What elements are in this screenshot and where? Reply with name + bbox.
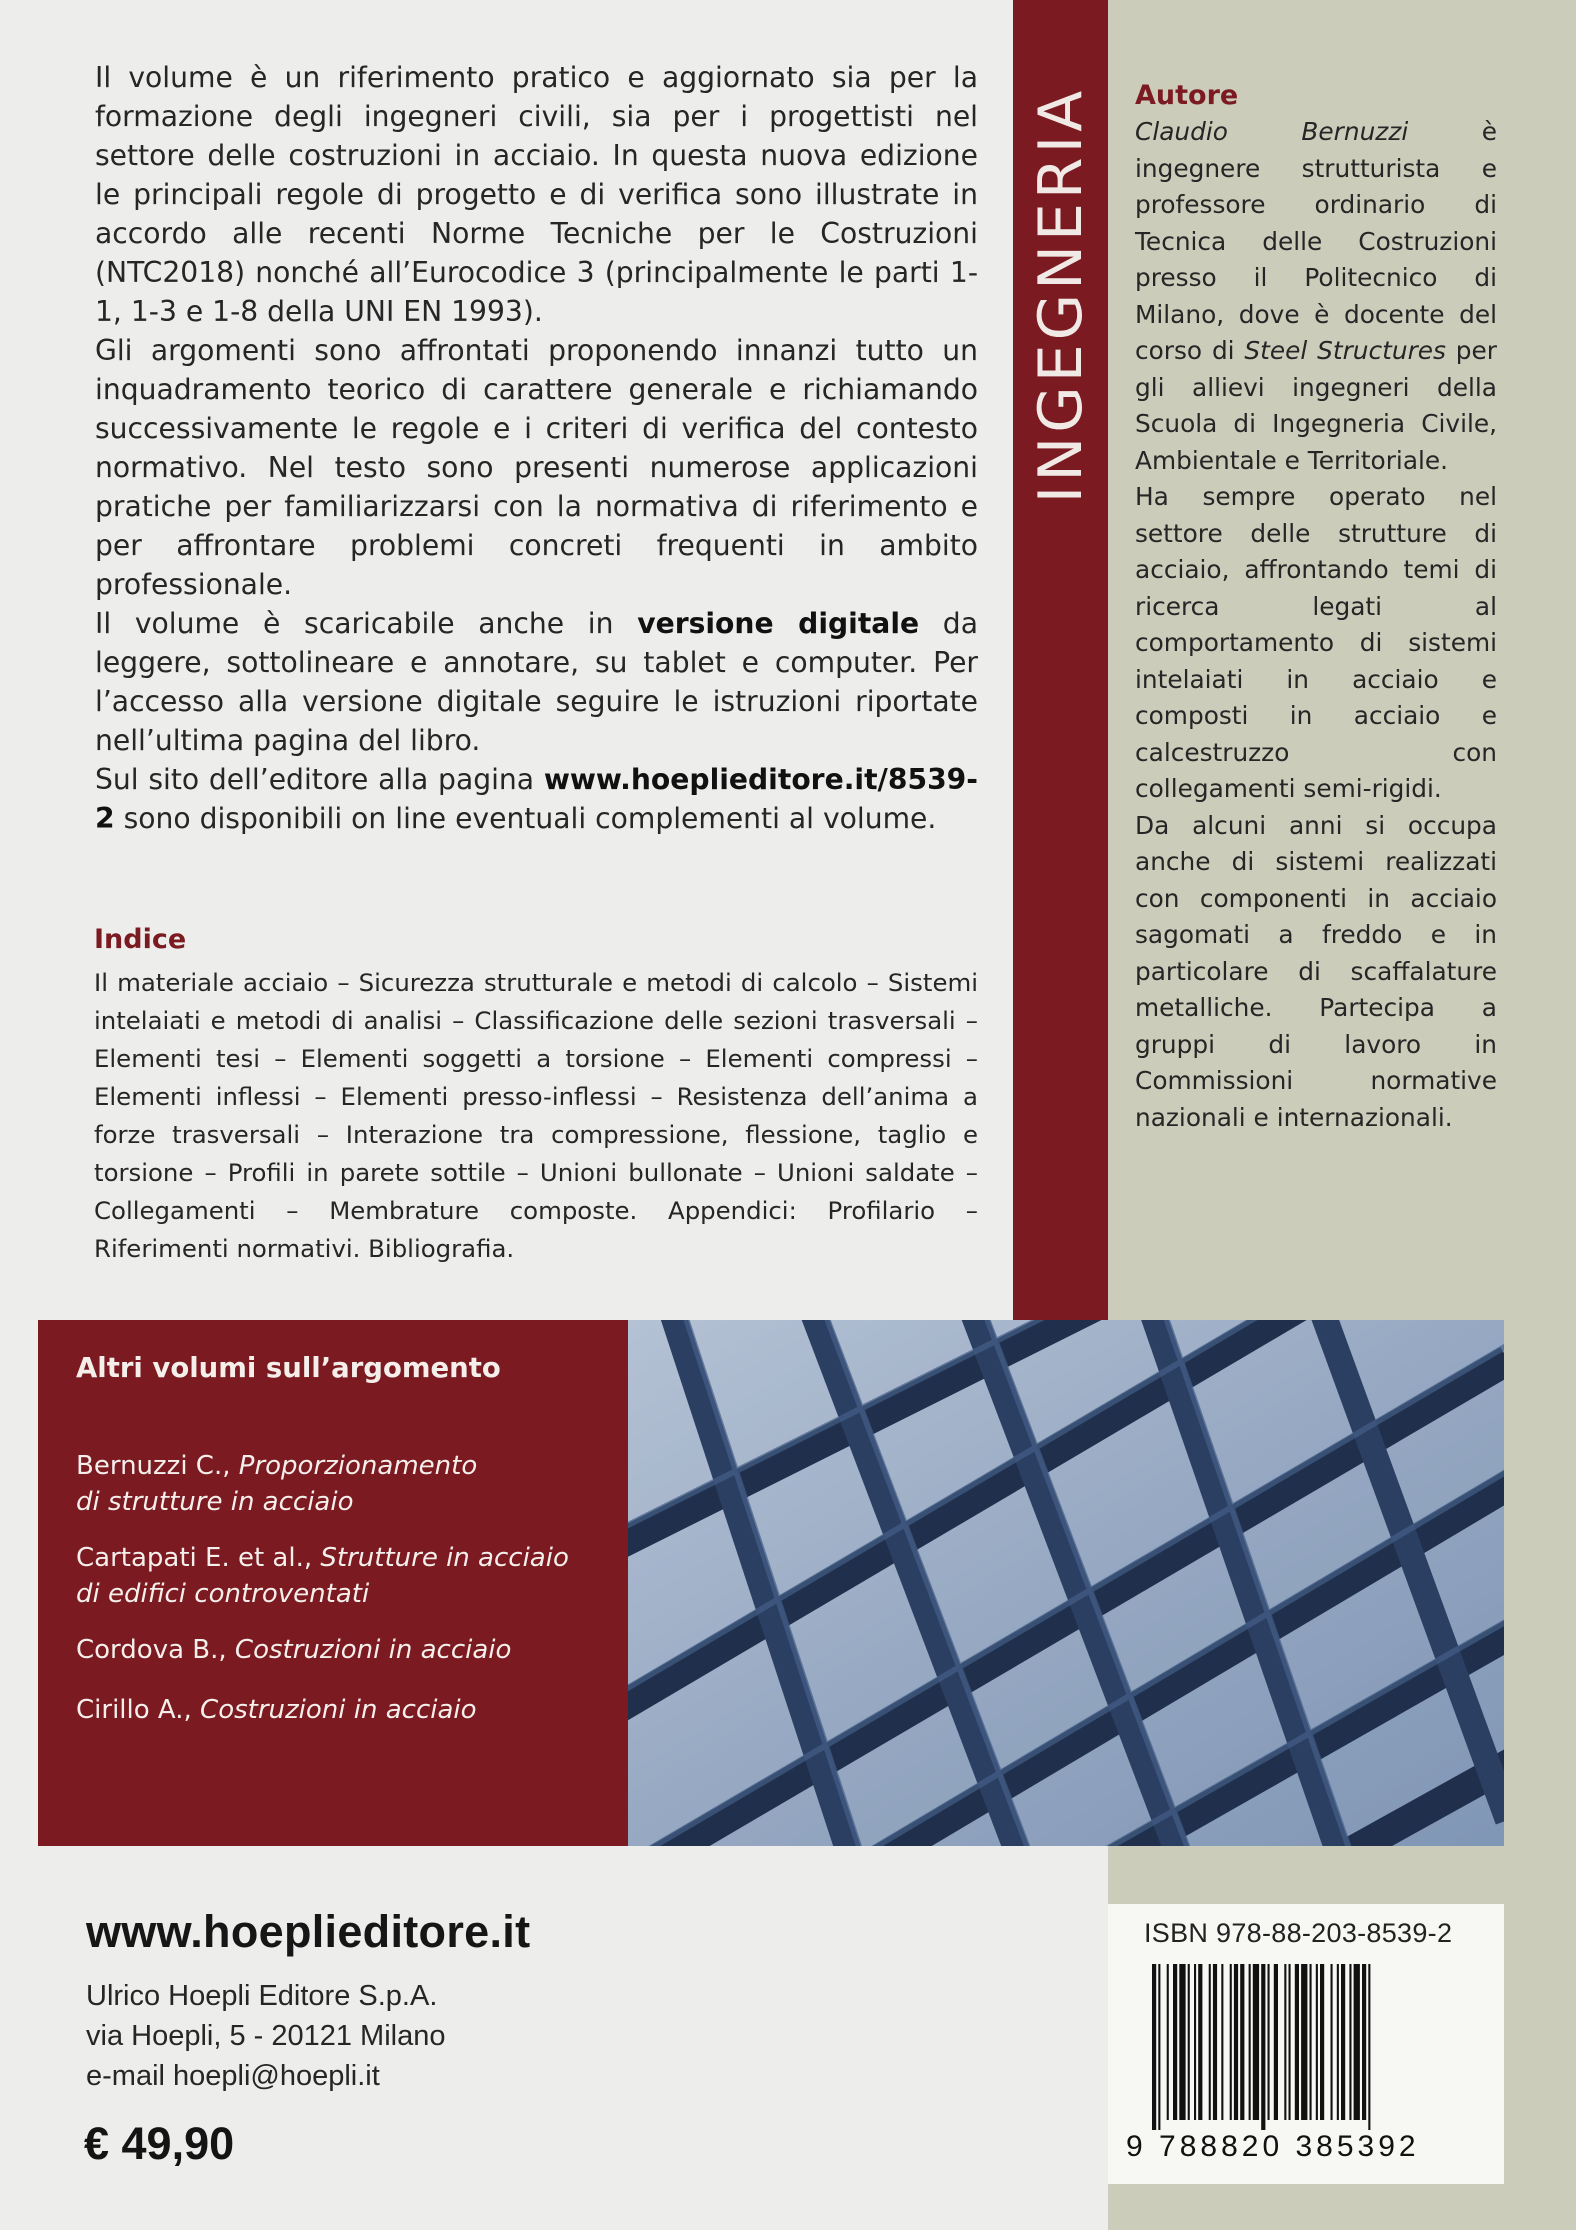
series-label: INGEGNERIA [1025, 86, 1096, 504]
description-paragraph-1: Il volume è un riferimento pratico e aggiornato sia per la formazione degli ingegneri civili, sia per i progettisti nel settore delle costruzioni in acciaio. In questa nuova edizione le principali regole di progetto e di verifica sono illustrate in accordo alle recenti Norme Tecniche per le Costruzioni (NTC2018) nonché all’Eurocodice 3 (principalmente le parti 1-1, 1-3 e 1-8 della UNI EN 1993). [95, 61, 978, 328]
barcode-bar [1221, 1964, 1223, 2120]
related-volumes-band [38, 1320, 1504, 1846]
author-bio-paragraph-1: Claudio Bernuzzi è ingegnere strutturista e professore ordinario di Tecnica delle Costruzioni presso il Politecnico di Milano, dove è docente del corso di Steel Structures per gli allievi ingegneri della Scuola di Ingegneria Civile, Ambientale e Territoriale. [1135, 117, 1497, 475]
barcode-bar [1253, 1964, 1259, 2120]
steel-structure-photo [628, 1320, 1504, 1846]
barcode-bar [1194, 1964, 1196, 2120]
barcode-bar [1179, 1964, 1185, 2120]
barcode-bar [1173, 1964, 1177, 2120]
digital-version-emphasis: versione digitale [637, 607, 920, 640]
barcode-bar [1261, 1964, 1265, 2130]
barcode-bar [1209, 1964, 1211, 2120]
description-paragraph-3: Il volume è scaricabile anche in versione digitale da leggere, sottolineare e annotare, su tablet e computer. Per l’accesso alla versione digitale seguire le istruzioni riportate nell’ultima pagina del libro. [95, 607, 978, 757]
barcode-bar [1320, 1964, 1324, 2120]
barcode-bar [1301, 1964, 1307, 2120]
barcode-bar [1158, 1964, 1160, 2130]
barcode-bar [1362, 1964, 1366, 2120]
barcode-bar [1331, 1964, 1333, 2120]
barcode-digits: 9 788820 385392 [1126, 2130, 1420, 2163]
author-heading: Autore [1135, 80, 1239, 111]
course-name: Steel Structures [1244, 336, 1446, 365]
index-heading: Indice [94, 924, 187, 955]
barcode-bar [1230, 1964, 1232, 2120]
related-volumes-heading: Altri volumi sull’argomento [76, 1352, 501, 1384]
author-bio-paragraph-2: Ha sempre operato nel settore delle strutture di acciaio, affrontando temi di ricerca legati al comportamento di sistemi intelaiati in acciaio e composti in acciaio e calcestruzzo con collegamenti semi-rigidi. [1135, 482, 1497, 803]
publisher-address: via Hoepli, 5 - 20121 Milano [86, 2020, 446, 2052]
isbn-label: ISBN 978-88-203-8539-2 [1144, 1918, 1453, 1948]
related-volume-item: Bernuzzi C., Proporzionamento di strutture in acciaio [76, 1451, 478, 1517]
barcode-bar [1337, 1964, 1339, 2120]
publisher-name: Ulrico Hoepli Editore S.p.A. [86, 1980, 438, 2012]
barcode-bar [1354, 1964, 1360, 2120]
description-paragraph-4: Sul sito dell’editore alla pagina www.hoeplieditore.it/8539-2 sono disponibili on line eventuali complementi al volume. [95, 763, 978, 835]
barcode-bar [1249, 1964, 1251, 2120]
barcode-bar [1341, 1964, 1345, 2120]
barcode-bar [1234, 1964, 1238, 2120]
barcode-bar [1198, 1964, 1202, 2120]
barcode-bar [1295, 1964, 1299, 2120]
related-volume-item: Cirillo A., Costruzioni in acciaio [76, 1695, 477, 1725]
barcode-graphic [1152, 1964, 1472, 2130]
barcode-bar [1268, 1964, 1270, 2120]
barcode-bar [1349, 1964, 1351, 2120]
author-name: Claudio Bernuzzi [1135, 117, 1409, 146]
barcode-bar [1240, 1964, 1244, 2120]
barcode-bar [1289, 1964, 1291, 2120]
description-paragraph-2: Gli argomenti sono affrontati proponendo innanzi tutto un inquadramento teorico di carattere generale e richiamando successivamente le regole e i criteri di verifica del contesto normativo. Nel testo sono presenti numerose applicazioni pratiche per familiarizzarsi con la normativa di riferimento e per affrontare problemi concreti frequenti in ambito professionale. [95, 334, 978, 601]
publisher-website: www.hoeplieditore.it [86, 1906, 531, 1957]
barcode-bar [1167, 1964, 1169, 2120]
steel-lattice-image [628, 1320, 1504, 1846]
barcode-bar [1310, 1964, 1312, 2120]
book-description [95, 58, 978, 838]
barcode-bar [1284, 1964, 1286, 2120]
related-volume-item: Cartapati E. et al., Strutture in acciaio di edifici controventati [76, 1543, 569, 1609]
publisher-email: e-mail hoepli@hoepli.it [86, 2060, 380, 2092]
barcode-bar [1274, 1964, 1278, 2120]
isbn-barcode-box [1108, 1904, 1504, 2184]
barcode-bar [1368, 1964, 1370, 2130]
price: € 49,90 [84, 2118, 235, 2169]
barcode-bar [1152, 1964, 1156, 2130]
spine-band [1013, 0, 1108, 1320]
complements-url: www.hoeplieditore.it/8539-2 [95, 763, 978, 835]
barcode-bar [1188, 1964, 1190, 2120]
barcode-bar [1213, 1964, 1217, 2120]
index-contents: Il materiale acciaio – Sicurezza strutturale e metodi di calcolo – Sistemi intelaiati e metodi di analisi – Classificazione delle sezioni trasversali – Elementi tesi – Elementi soggetti a torsione – Elementi compressi – Elementi inflessi – Elementi presso-inflessi – Resistenza dell’anima a forze trasversali – Interazione tra compressione, flessione, taglio e torsione – Profili in parete sottile – Unioni bullonate – Unioni saldate – Collegamenti – Membrature composte. Appendici: Profilario – Riferimenti normativi. Bibliografia. [94, 968, 978, 1263]
author-section [1135, 78, 1497, 1136]
related-volume-item: Cordova B., Costruzioni in acciaio [76, 1635, 512, 1665]
author-bio-paragraph-3: Da alcuni anni si occupa anche di sistemi realizzati con componenti in acciaio sagomati a freddo e in particolare di scaffalature metalliche. Partecipa a gruppi di lavoro in Commissioni normative nazionali e internazionali. [1135, 810, 1497, 1132]
barcode-bar [1316, 1964, 1318, 2120]
